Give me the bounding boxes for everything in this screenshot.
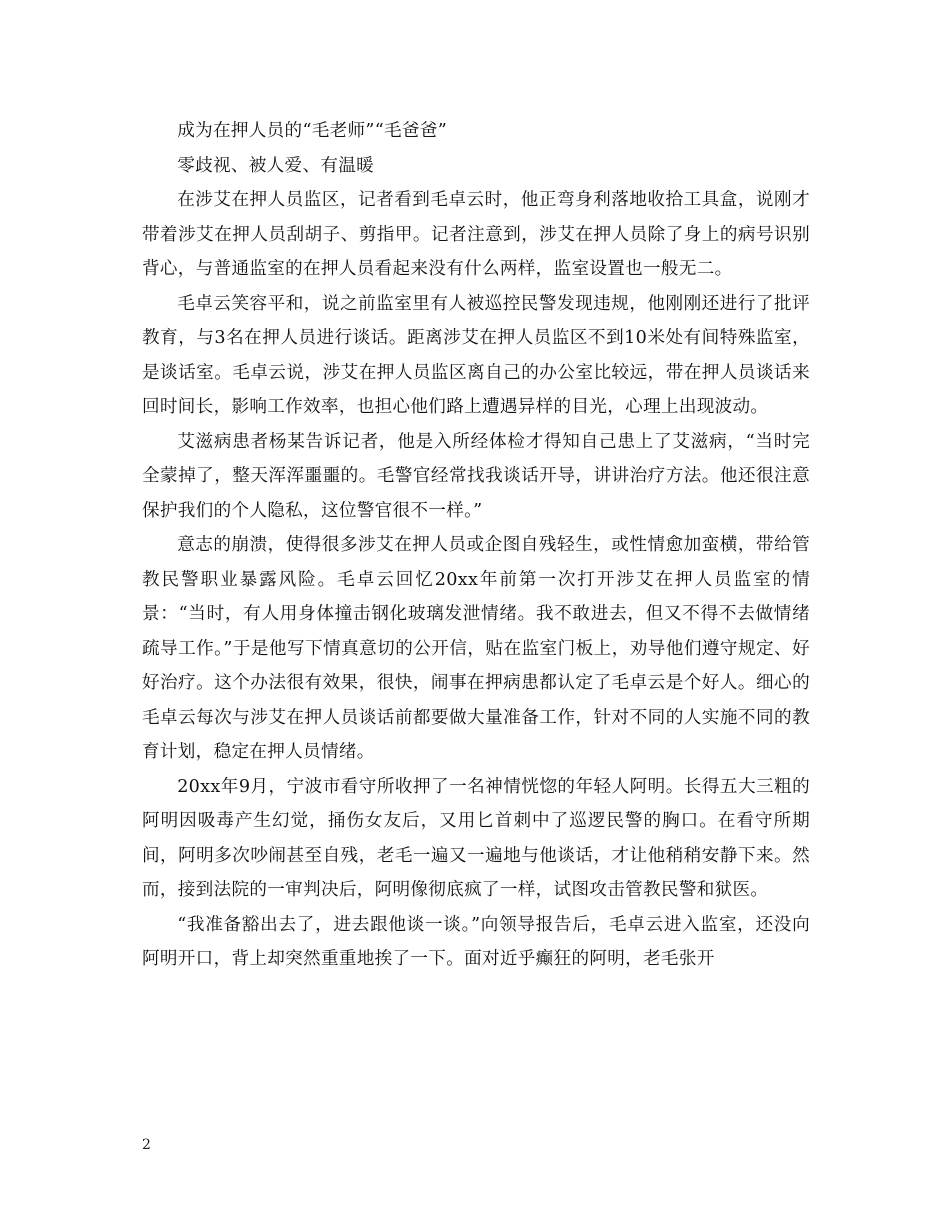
document-body	[142, 114, 810, 977]
body-paragraph: 毛卓云笑容平和，说之前监室里有人被巡控民警发现违规，他刚刚还进行了批评教育，与3名在押人员进行谈话。距离涉艾在押人员监区不到10米处有间特殊监室，是谈话室。毛卓云说，涉艾在押人员监区离自己的办公室比较远，带在押人员谈话来回时间长，影响工作效率，也担心他们路上遭遇异样的目光，心理上出现波动。	[142, 293, 810, 417]
subheading-1: 成为在押人员的“毛老师”“毛爸爸”	[177, 121, 447, 141]
body-paragraph: “我准备豁出去了，进去跟他谈一谈。”向领导报告后，毛卓云进入监室，还没向阿明开口，背上却突然重重地挨了一下。面对近乎癫狂的阿明，老毛张开	[142, 914, 810, 969]
body-paragraph: 在涉艾在押人员监区，记者看到毛卓云时，他正弯身利落地收拾工具盒，说刚才带着涉艾在押人员刮胡子、剪指甲。记者注意到，涉艾在押人员除了身上的病号识别背心，与普通监室的在押人员看起来没有什么两样，监室设置也一般无二。	[142, 190, 810, 279]
body-paragraph: 艾滋病患者杨某告诉记者，他是入所经体检才得知自己患上了艾滋病，“当时完全蒙掉了，整天浑浑噩噩的。毛警官经常找我谈话开导，讲讲治疗方法。他还很注意保护我们的个人隐私，这位警官很不一样。”	[142, 431, 810, 521]
body-paragraph: 20xx年9月，宁波市看守所收押了一名神情恍惚的年轻人阿明。长得五大三粗的阿明因吸毒产生幻觉，捅伤女友后，又用匕首刺中了巡逻民警的胸口。在看守所期间，阿明多次吵闹甚至自残，老毛一遍又一遍地与他谈话，才让他稍稍安静下来。然而，接到法院的一审判决后，阿明像彻底疯了一样，试图攻击管教民警和狱医。	[142, 776, 810, 900]
body-paragraph: 意志的崩溃，使得很多涉艾在押人员或企图自残轻生，或性情愈加蛮横，带给管教民警职业暴露风险。毛卓云回忆20xx年前第一次打开涉艾在押人员监室的情景：“当时，有人用身体撞击钢化玻璃发泄情绪。我不敢进去，但又不得不去做情绪疏导工作。”于是他写下情真意切的公开信，贴在监室门板上，劝导他们遵守规定、好好治疗。这个办法很有效果，很快，闹事在押病患都认定了毛卓云是个好人。细心的毛卓云每次与涉艾在押人员谈话前都要做大量准备工作，针对不同的人实施不同的教育计划，稳定在押人员情绪。	[142, 535, 810, 762]
subheading-2: 零歧视、被人爱、有温暖	[177, 155, 375, 176]
page-number: 2	[142, 1137, 151, 1153]
